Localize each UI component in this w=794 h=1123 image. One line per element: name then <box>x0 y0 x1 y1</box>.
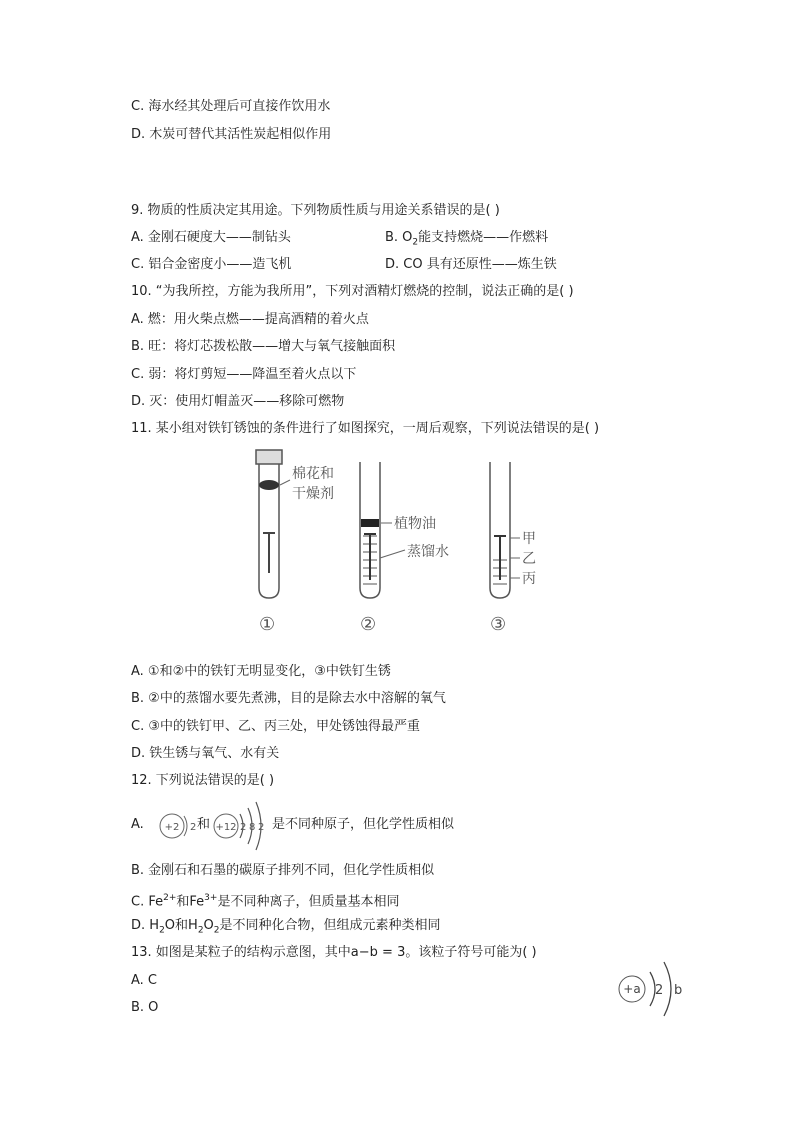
option-c-prev: C. 海水经其处理后可直接作饮用水 <box>131 99 331 114</box>
shell-2-count: b <box>674 983 683 998</box>
atom-diagram-helium <box>156 804 200 848</box>
q10-option-c: C. 弱：将灯剪短——降温至着火点以下 <box>131 367 357 382</box>
q12-option-a-label: A. <box>131 817 144 832</box>
q10-option-b: B. 旺：将灯芯拨松散——增大与氧气接触面积 <box>131 339 396 354</box>
question-13-stem: 13. 如图是某粒子的结构示意图，其中a−b = 3。该粒子符号可能为( ) <box>131 945 537 960</box>
q11-option-b: B. ②中的蒸馏水要先煮沸，目的是除去水中溶解的氧气 <box>131 691 446 706</box>
q10-option-a: A. 燃：用火柴点燃——提高酒精的着火点 <box>131 312 369 327</box>
q9-option-b: B. $O_2$能支持燃烧——作燃料 <box>385 230 549 248</box>
shell-1-count: 2 <box>655 983 664 998</box>
question-11-stem: 11. 某小组对铁钉锈蚀的条件进行了如图探究，一周后观察，下列说法错误的是( ) <box>131 421 600 436</box>
test-tube-3 <box>490 462 520 598</box>
q12-option-b: B. 金刚石和石墨的碳原子排列不同，但化学性质相似 <box>131 863 435 878</box>
q9-option-c: C. 铝合金密度小——造飞机 <box>131 257 292 272</box>
q11-option-d: D. 铁生锈与氧气、水有关 <box>131 746 280 761</box>
svg-text:2: 2 <box>240 822 247 833</box>
q9-option-a: A. 金刚石硬度大——制钻头 <box>131 230 291 245</box>
tube-label-2: ② <box>360 614 377 635</box>
svg-text:2: 2 <box>258 822 265 833</box>
label-cotton-1: 棉花和 <box>292 466 334 482</box>
q13-option-b: B. O <box>131 1000 159 1015</box>
q12-option-d: D. $H_2O$和$H_2O_2$是不同种化合物，但组成元素种类相同 <box>131 918 441 936</box>
label-oil: 植物油 <box>394 516 436 532</box>
nucleus-label: +a <box>623 982 641 996</box>
rust-experiment-figure <box>240 448 560 638</box>
atom-diagram-magnesium <box>210 798 274 854</box>
tube-label-1: ① <box>259 614 276 635</box>
svg-text:+12: +12 <box>215 822 237 833</box>
tube-label-3: ③ <box>490 614 507 635</box>
label-yi: 乙 <box>522 551 536 567</box>
svg-text:8: 8 <box>249 822 256 833</box>
rubber-stopper <box>256 450 282 464</box>
cotton-desiccant <box>259 480 279 490</box>
test-tube-1 <box>256 450 290 598</box>
option-d-prev: D. 木炭可替代其活性炭起相似作用 <box>131 127 332 142</box>
label-bing: 丙 <box>522 571 536 587</box>
q11-option-a: A. ①和②中的铁钉无明显变化，③中铁钉生锈 <box>131 664 391 679</box>
q11-option-c: C. ③中的铁钉甲、乙、丙三处，甲处锈蚀得最严重 <box>131 719 420 734</box>
q9-option-d: D. CO 具有还原性——炼生铁 <box>385 257 557 272</box>
question-9-stem: 9. 物质的性质决定其用途。下列物质性质与用途关系错误的是( ) <box>131 203 500 218</box>
question-12-stem: 12. 下列说法错误的是( ) <box>131 773 275 788</box>
q10-option-d: D. 灭：使用灯帽盖灭——移除可燃物 <box>131 394 345 409</box>
label-jia: 甲 <box>522 531 536 547</box>
svg-text:2: 2 <box>190 822 197 833</box>
q12-option-a-text: 是不同种原子，但化学性质相似 <box>272 817 455 832</box>
q12-and: 和 <box>197 817 211 832</box>
q13-option-a: A. C <box>131 973 158 988</box>
particle-structure-diagram <box>612 956 694 1022</box>
label-cotton-2: 干燥剂 <box>292 486 334 502</box>
q12-option-c: C. $Fe^{2+}$和$Fe^{3+}$是不同种离子，但质量基本相同 <box>131 893 400 910</box>
plant-oil-layer <box>361 519 379 527</box>
label-water: 蒸馏水 <box>407 544 449 560</box>
svg-text:+2: +2 <box>164 822 180 833</box>
question-10-stem: 10. “为我所控，方能为我所用”，下列对酒精灯燃烧的控制，说法正确的是( ) <box>131 284 574 299</box>
